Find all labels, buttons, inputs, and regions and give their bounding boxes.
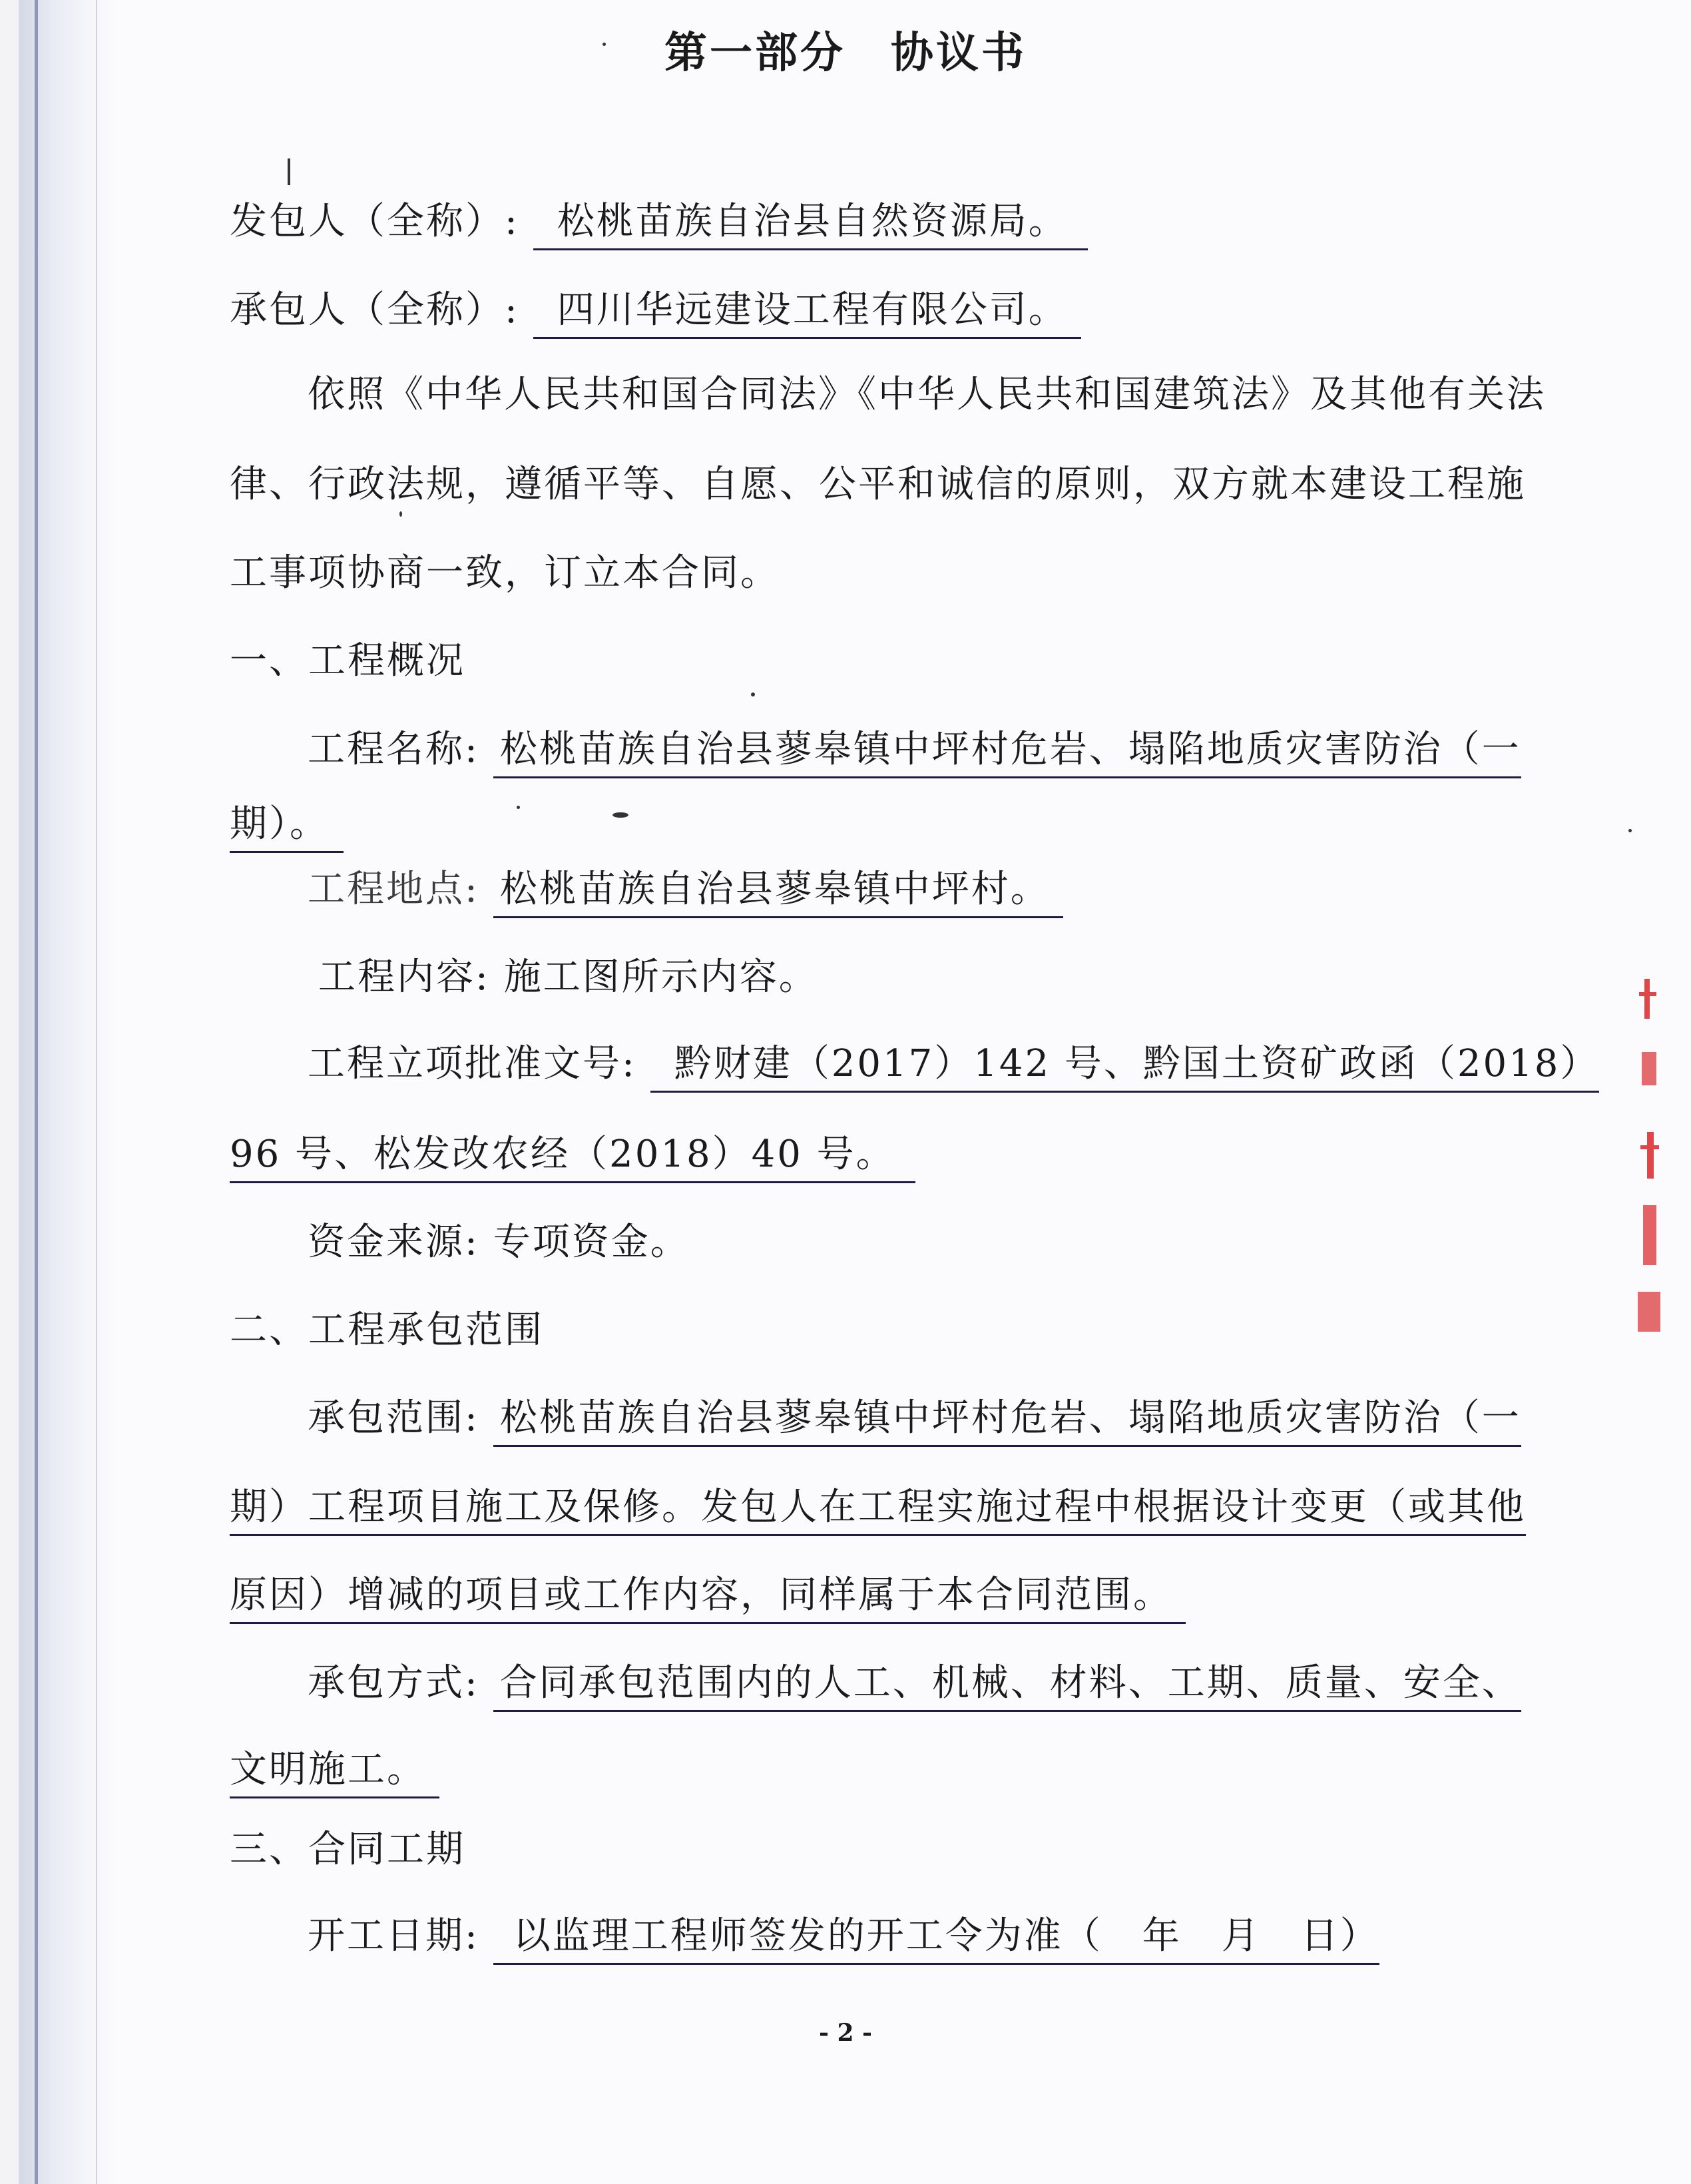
- start-date-day: 日）: [1300, 1914, 1379, 1958]
- scan-speck: [517, 806, 520, 809]
- scan-speck: [1628, 829, 1632, 832]
- preamble-line-1: 依照《中华人民共和国合同法》《中华人民共和国建筑法》及其他有关法: [308, 373, 1546, 416]
- section2-heading: 二、工程承包范围: [230, 1308, 544, 1352]
- scan-speck: [603, 43, 606, 46]
- mode-value-1: 合同承包范围内的人工、机械、材料、工期、质量、安全、: [493, 1661, 1521, 1712]
- project-name-value-2: 期）。: [230, 802, 344, 853]
- contractor-line: [230, 288, 1081, 332]
- approval-value-2: 96 号、松发改农经（2018）40 号。: [230, 1133, 915, 1183]
- project-name-label: 工程名称:: [308, 728, 479, 771]
- start-date-year: 年: [1142, 1914, 1182, 1958]
- start-date-text: 以监理工程师签发的开工令为准（: [513, 1914, 1102, 1958]
- employer-line: [230, 200, 1088, 243]
- content-line: [318, 956, 818, 999]
- seal-marks: [1635, 979, 1667, 1352]
- employer-value: 松桃苗族自治县自然资源局。: [533, 200, 1088, 250]
- mode-label: 承包方式:: [308, 1661, 479, 1705]
- preamble-line-2: 律、行政法规，遵循平等、自愿、公平和诚信的原则，双方就本建设工程施: [230, 463, 1526, 506]
- approval-line: [308, 1042, 1600, 1085]
- scope-line: [308, 1396, 1521, 1440]
- binding-shadow: [19, 0, 119, 2184]
- funding-label: 资金来源:: [308, 1221, 479, 1264]
- location-label: 工程地点:: [308, 868, 479, 911]
- red-seal-fragment: [1659, 979, 1691, 1352]
- scope-label: 承包范围:: [308, 1396, 479, 1440]
- start-date-value: [493, 1914, 1379, 1965]
- scope-value-3: 原因）增减的项目或工作内容，同样属于本合同范围。: [230, 1573, 1186, 1624]
- section3-heading: 三、合同工期: [230, 1828, 465, 1871]
- project-name-line-2: [230, 802, 344, 846]
- scope-line-3: [230, 1573, 1186, 1617]
- start-date-month: 月: [1221, 1914, 1261, 1958]
- scope-line-2: [230, 1486, 1526, 1529]
- preamble-line-3: 工事项协商一致，订立本合同。: [230, 551, 780, 595]
- page-title: 第一部分 协议书: [664, 28, 1027, 78]
- mode-value-2: 文明施工。: [230, 1748, 439, 1798]
- funding-line: [308, 1221, 690, 1264]
- approval-label: 工程立项批准文号:: [308, 1042, 636, 1085]
- project-name-value: 松桃苗族自治县蓼皋镇中坪村危岩、塌陷地质灾害防治（一: [493, 728, 1521, 778]
- content-label: 工程内容:: [318, 956, 490, 999]
- location-line: [308, 868, 1063, 911]
- binding-crease: [96, 0, 97, 2184]
- scan-speck: [751, 692, 755, 696]
- contractor-label: 承包人（全称）:: [230, 288, 519, 332]
- scan-speck: [288, 158, 290, 185]
- section1-heading: 一、工程概况: [230, 639, 465, 682]
- scope-value-1: 松桃苗族自治县蓼皋镇中坪村危岩、塌陷地质灾害防治（一: [493, 1396, 1521, 1447]
- project-name-line: [308, 728, 1521, 771]
- start-date-line: [308, 1914, 1379, 1958]
- funding-value: 专项资金。: [493, 1221, 690, 1264]
- binding-edge: [35, 0, 38, 2184]
- scan-speck: [612, 812, 628, 818]
- employer-label: 发包人（全称）:: [230, 200, 519, 243]
- start-date-label: 开工日期:: [308, 1914, 479, 1958]
- approval-value: 黔财建（2017）142 号、黔国土资矿政函（2018）: [650, 1042, 1600, 1093]
- page-number: - 2 -: [819, 2019, 872, 2047]
- scope-value-2: 期）工程项目施工及保修。发包人在工程实施过程中根据设计变更（或其他: [230, 1486, 1526, 1536]
- mode-line: [308, 1661, 1521, 1705]
- mode-line-2: [230, 1748, 439, 1791]
- content-value: 施工图所示内容。: [503, 956, 818, 999]
- location-value: 松桃苗族自治县蓼皋镇中坪村。: [493, 868, 1063, 918]
- approval-line-2: [230, 1133, 915, 1176]
- scan-speck: [399, 511, 402, 517]
- contractor-value: 四川华远建设工程有限公司。: [533, 288, 1081, 339]
